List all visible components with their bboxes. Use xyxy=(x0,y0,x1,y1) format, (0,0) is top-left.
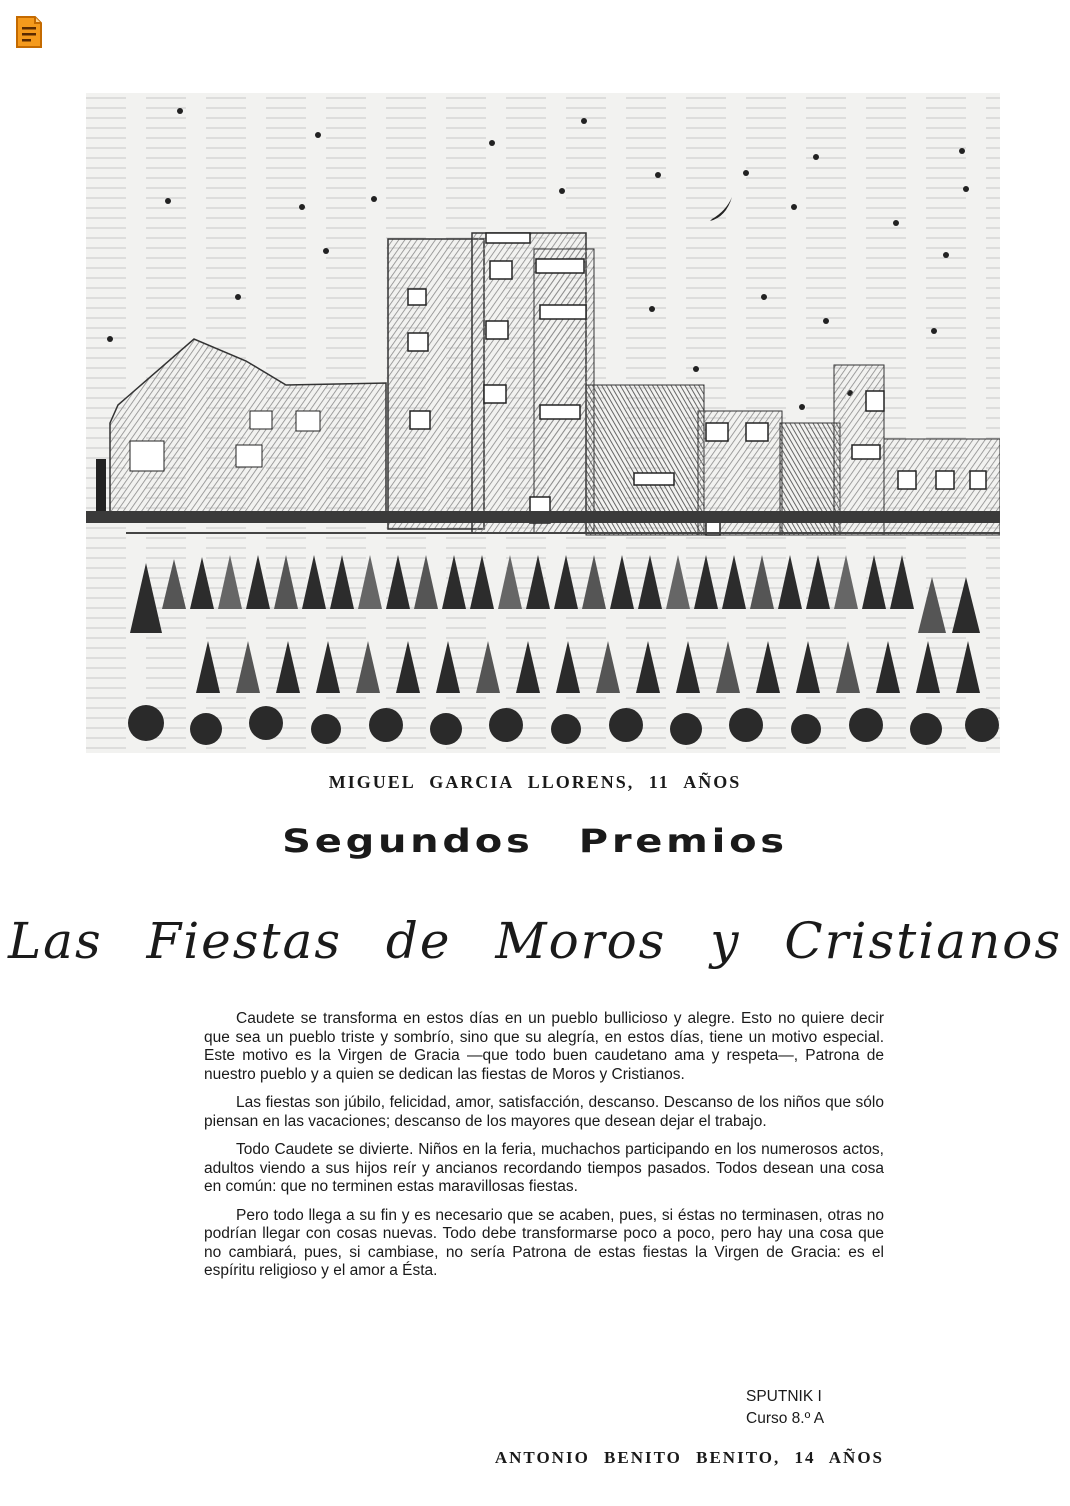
article-title: Las Fiestas de Moros y Cristianos xyxy=(7,912,1063,970)
paragraph: Las fiestas son júbilo, felicidad, amor, satisfacción, descanso. Descanso de los niños que sólo piensan en las vacaciones; descanso de los mayores que desean dejar el trabajo. xyxy=(204,1094,884,1130)
signature-team: SPUTNIK I xyxy=(746,1388,822,1405)
children-drawing-illustration xyxy=(86,93,1000,753)
signature-course: Curso 8.º A xyxy=(746,1410,825,1427)
paragraph: Caudete se transforma en estos días en un pueblo bullicioso y alegre. Esto no quiere decir que sea un pueblo triste y sombrío, sino que su alegría, en estos días, tiene un motivo especial. Este motivo es la Virgen de Gracia —que todo buen caudetano ama y respeta—, Patrona de nuestro pueblo y a quien se dedican las fiestas de Moros y Cristianos. xyxy=(204,1010,884,1083)
illustrator-credit: MIGUEL GARCIA LLORENS, 11 AÑOS xyxy=(328,772,742,792)
document-icon[interactable] xyxy=(14,14,44,50)
section-heading: Segundos Premios xyxy=(282,822,788,860)
article-body xyxy=(204,1010,884,1291)
author-credit: ANTONIO BENITO BENITO, 14 AÑOS xyxy=(494,1448,884,1467)
paragraph: Todo Caudete se divierte. Niños en la feria, muchachos participando en los numerosos actos, adultos viendo a sus hijos reír y ancianos recordando tiempos pasados. Todos desean una cosa en común: que no terminen estas maravillosas fiestas. xyxy=(204,1141,884,1195)
paragraph: Pero todo llega a su fin y es necesario que se acaben, pues, si éstas no terminasen, otras no podrían llegar con cosas nuevas. Todo debe transformarse poco a poco, pero hay una cosa que no cambiará, pues, si cambiase, no sería Patrona de estas fiestas la Virgen de Gracia: es el espíritu religioso y el amor a Ésta. xyxy=(204,1206,884,1279)
